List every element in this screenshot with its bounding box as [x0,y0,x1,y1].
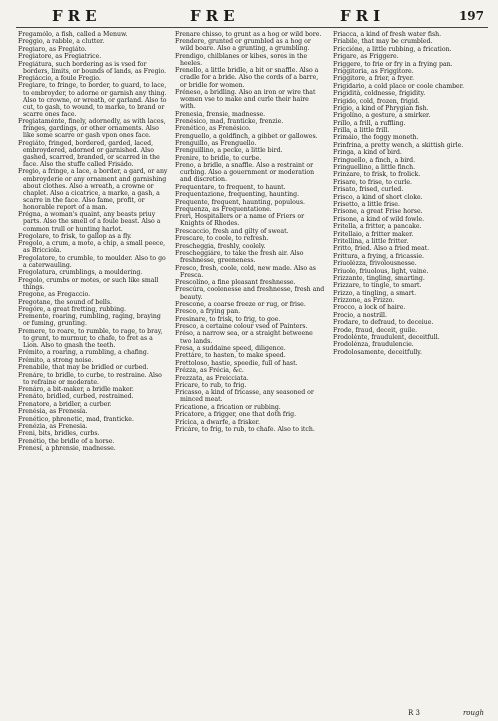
dictionary-entry: Friuolo, friuolous, light, vaine. [333,267,429,275]
dictionary-entry: Frigido, cold, frozen, frigid. [333,97,420,105]
dictionary-entry: Friggere, to frie or fry in a frying pan. [333,60,453,68]
dictionary-entry: Frigolíno, a gesture, a smirker. [333,112,431,120]
dictionary-entry: Fringuello, a finch, a bird. [333,156,416,164]
dictionary-entry: Frizzare, to tingle, to smart. [333,282,422,290]
dictionary-entry: Friacca, a kind of fresh water fish. [333,31,442,38]
dictionary-entry: Frizzante, tingling, smarting. [333,274,425,282]
dictionary-entry: Frinzare, to frisk, to frolick. [333,171,421,179]
dictionary-entry: Frenético, phrenetic, mad, franticke. [18,415,134,423]
dictionary-entry: Frigio, a kind of Phrygian fish. [333,104,429,112]
dictionary-entry: Frenétio, the bridle of a horse. [18,437,115,445]
dictionary-entry: Fregiáccio, a foule Fregio. [18,75,101,83]
dictionary-entry: Frinfrina, a pretty wench, a skittish girle. [333,141,464,149]
dictionary-entry: Friabile, that may be crumbled. [333,38,433,46]
dictionary-entry: Fréso, a narrow sea, or a straight betweene two lands. [175,330,313,345]
dictionary-entry: Fregolo, a crum, a mote, a chip, a small peece, as Bricciola. [18,240,166,255]
dictionary-entry: Frilla, a little frill. [333,127,390,135]
dictionary-entry: Frisetto, a little frise. [333,200,400,208]
catchword: rough [462,709,484,717]
dictionary-entry: Fritella, a fritter, a pancake. [333,223,422,231]
dictionary-entry: Frodolosamente, deceitfully. [333,348,422,356]
column-3 [333,31,485,713]
dictionary-entry: Frequenza, as Frequentatione. [175,206,272,213]
dictionary-entry: Fregolatura, crumblings, a mouldering. [18,269,143,277]
column-1 [18,31,168,713]
dictionary-entry: Frodolénte, fraudulent, deceitfull. [333,334,440,342]
dictionary-entry: Friggitoria, as Friggitore. [333,67,414,75]
dictionary-entry: Fregio, a fringe, a lace, a border, a gard, or any embroyderie or any ornament and garnishing about clothes. Also a wreath, a crowne or chaplet. Also a cicatrice, a marke, a gash, a scarre in the face. Also fame, profit, or honorable report of a man. [18,168,168,211]
dictionary-entry: Fregolo, crumbs or motes, or such like small things. [18,276,159,291]
dictionary-entry: Freno, a bridle, a snaffle. Also a restraint or curbing. Also a gouernment or moderation and discretion. [175,162,315,184]
dictionary-entry: Fregiaro, as Fregiáto. [18,45,87,53]
dictionary-entry: Frescheggiáre, to take the fresh air. Also freshnesse, greeneness. [175,250,304,265]
dictionary-entry: Frequentare, to frequent, to haunt. [175,183,286,191]
dictionary-entry: Frezzata, as Freicciata. [175,374,249,382]
dictionary-entry: Frenare chisso, to grunt as a hog or wild bore. [175,31,322,38]
dictionary-entry: Frenire, to bridle, to curbe. [175,154,262,162]
dictionary-entry: Fregolatore, to crumble, to moulder. Also to go a caterwauling. [18,254,166,269]
dictionary-entry: Fresinare, to frisk, to frig, to goe. [175,315,281,323]
dictionary-entry: Frenguillino, a pecke, a little bird. [175,147,283,155]
dictionary-entry: Frenabile, that may be bridled or curbed. [18,364,149,372]
dictionary-entry: Frodolénza, fraudulencie. [333,341,414,349]
dictionary-entry: Frescheggia, freshly, coolely. [175,242,266,250]
dictionary-entry: Fritto, fried. Also a fried meat. [333,245,430,253]
dictionary-entry: Fremere, to roare, to rumble, to rage, to bray, to grunt, to murmur, to chafe, to fret as a Lion. Also to gnash the teeth. [18,327,163,349]
dictionary-entry: Frequente, frequent, haunting, populous. [175,198,305,206]
dictionary-entry: Fricasso, a kind of fricasse, any seasoned or minced meat. [175,389,314,404]
dictionary-entry: Fregiáto, fringed, bordered, garded, laced, embroydered, adorned or garnished. Also gashed, scarred, branded, or scarred in the face. Also the stuffe called Frisádo. [18,139,160,169]
dictionary-entry: Frégna, a woman's quaint, any beasts priuy parts. Also the smell of a foule beast. Also a common trull or hunting harlot. [18,211,161,233]
running-head-right: FRI [340,7,386,25]
dictionary-entry: Fregóre, a great fretting, rubbing. [18,305,127,313]
dictionary-entry: Frendigo, chilblanes or kibes, sores in the heeles. [175,52,308,67]
dictionary-entry: Fritellaio, a fritter maker. [333,230,414,238]
dictionary-entry: Frescúra, coolenesse and freshnesse, fresh and beauty. [175,286,325,301]
dictionary-entry: Frenguillo, as Frenguello. [175,140,257,148]
dictionary-entry: Freri, Hospitallers or a name of Friers or Knights of Rhodes. [175,213,305,228]
dictionary-entry: Frocio, a nostrill. [333,311,387,319]
dictionary-entry: Frizzone, as Frizzo. [333,297,395,305]
dictionary-entry: Frenáto, bridled, curbed, restrained. [18,393,134,401]
dictionary-entry: Fregolare, to frisk, to gallop as a fly. [18,232,132,240]
running-head-left: FRE [52,7,102,25]
dictionary-entry: Fregotane, the sound of bells. [18,298,112,306]
dictionary-entry: Frodare, to defraud, to deceiue. [333,319,434,327]
dictionary-entry: Frenáre, to bridle, to curbe, to restraine. Also to refraine or moderate. [18,371,162,386]
dictionary-entry: Fricare, to rub, to frig. [175,381,247,389]
dictionary-entry: Frimáio, the foggy moneth. [333,134,419,142]
dictionary-entry: Fricáre, to frig, to rub, to chafe. Also to itch. [175,425,315,433]
dictionary-entry: Frode, fraud, deceit, guile. [333,326,418,334]
dictionary-entry: Fringuellino, a little finch. [333,164,416,172]
column-2 [175,31,325,713]
dictionary-entry: Frizzo, a tingling, a smart. [333,289,417,297]
dictionary-entry: Frisone, a kind of wild fowle. [333,215,425,223]
dictionary-entry: Frenézia, as Frenesia. [18,422,88,430]
dictionary-entry: Frocco, a lock of haire. [333,304,406,312]
dictionary-entry: Frisare, to frise, to curle. [333,178,413,186]
dictionary-entry: Frettáre, to hasten, to make speed. [175,352,286,360]
dictionary-entry: Fringa, a kind of bird. [333,149,402,157]
dictionary-entry: Frisco, a kind of short cloke. [333,193,423,201]
dictionary-entry: Frescaccio, fresh and gilty of sweat. [175,227,289,235]
dictionary-entry: Frisato, frised, curled. [333,186,404,194]
dictionary-entry: Fremente, roaring, rumbling, raging, braying or fuming, grunting. [18,313,161,328]
dictionary-entry: Fresco, a frying pan. [175,308,241,316]
dictionary-entry: Frenáro, a bit-maker, a bridle maker. [18,386,134,394]
dictionary-entry: Frenello, a little bridle, a bit or snaffle. Also a cradle for a bride. Also the cords of a barre, or bridle for women. [175,67,319,89]
dictionary-entry: Frescare, to coole, to refresh. [175,235,269,243]
header-rule [16,27,488,28]
dictionary-entry: Frigare, as Friggere. [333,53,399,61]
dictionary-entry: Frenguello, a goldfinch, a gibbet or gallowes. [175,132,318,140]
dictionary-entry: Frequentazione, frequenting, haunting. [175,191,300,199]
dictionary-entry: Frémito, a strong noise. [18,356,94,364]
dictionary-entry: Frescone, a coarse freeze or rug, or frise. [175,300,306,308]
dictionary-entry: Fresco, fresh, coole, cold, new made. Also as Fresca. [175,264,316,279]
dictionary-entry: Frescolíno, a fine pleasant freshnesse. [175,279,296,287]
dictionary-entry: Frettoloso, hastie, speedie, full of hast. [175,359,298,367]
dictionary-entry: Frigidità, coldnesse, frigidity. [333,90,426,98]
dictionary-entry: Frenésico, mad, franticke, frenzie. [175,117,284,125]
dictionary-entry: Fregone, as Fregaccio. [18,291,91,299]
dictionary-entry: Freggio, a rabble, a clutter. [18,38,105,46]
dictionary-entry: Frícica, a dwarfe, a frisker. [175,418,260,426]
dictionary-entry: Frenesia, frensie, madnesse. [175,110,266,118]
dictionary-entry: Fricatore, a frigger, one that doth frig. [175,411,297,419]
dictionary-entry: Frendere, grunted or grumbled as a hog or wild boare. Also a grunting, a grumbling. [175,38,311,53]
dictionary-entry: Fritellina, a little fritter. [333,237,409,245]
dictionary-entry: Fresco, a certaine colour vsed of Painters. [175,323,308,331]
dictionary-entry: Fregiare, to fringe, to border, to guard, to lace, to embroyder, to adorne or garnish any thing. Also to crowne, or wreath, or garland. Also to cut, to gash, to wound, to marke, to brand or scarre ones face. [18,82,167,118]
dictionary-entry: Fregiatore, as Fregiatrice. [18,53,102,61]
signature-mark: R 3 [408,709,420,717]
dictionary-entry: Frigidario, a cold place or coole chamber. [333,82,464,90]
dictionary-entry: Frillo, a frill, a ruffling. [333,119,406,127]
dictionary-entry: Frenatore, a bridler, a curber. [18,400,112,408]
dictionary-entry: Fréneso, a bridling. Also an iron or wire that women vse to make and curle their haire with. [175,88,316,111]
dictionary-entry: Fregamólo, a fish, called a Menuw. [18,31,128,38]
dictionary-entry: Friggitore, a frier, a fryer. [333,75,414,83]
dictionary-entry: Friuolézza, frivolousnesse. [333,260,417,268]
dictionary-entry: Frenético, as Frenésico. [175,125,251,133]
dictionary-entry: Frenesí, a phrensie, madnesse. [18,445,116,453]
dictionary-entry: Fresa, a suddaine speed, diligence. [175,344,286,352]
dictionary-entry: Friccióne, a little rubbing, a frication. [333,45,452,53]
dictionary-entry: Fregiátura, such bordering as is vsed for borders, limits, or bounds of lands, as Fregio. [18,60,167,75]
dictionary-entry: Freni, bits, bridles, curbs. [18,430,100,438]
dictionary-entry: Frémito, a roaring, a rumbling, a chafing. [18,349,149,357]
running-head-center: FRE [190,7,240,25]
dictionary-entry: Fricatione, a frication or rubbing. [175,403,281,411]
page-number: 197 [458,9,484,23]
dictionary-entry: Frézza, as Frécia, &c. [175,367,244,375]
dictionary-entry: Frittura, a frying, a fricassie. [333,252,425,260]
dictionary-entry: Frisone, a great Frise horse. [333,208,423,216]
dictionary-entry: Frenésia, as Frenesía. [18,408,88,416]
dictionary-entry: Fregiataménte, finely, adornedly, as with laces, fringes, gardings, or other ornaments. Also like some scarre or gash vpon ones face. [18,118,166,140]
